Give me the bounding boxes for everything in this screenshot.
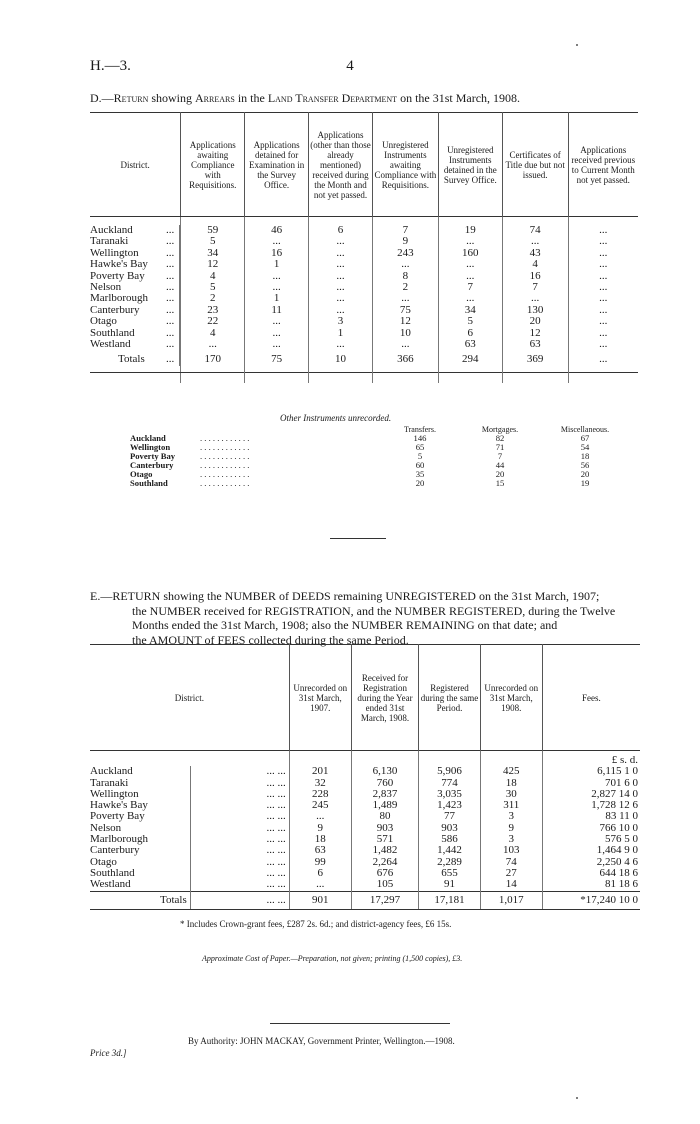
cell-previous: ... bbox=[599, 326, 608, 339]
cell-transfers: 5 bbox=[417, 451, 423, 461]
currency-header: £ s. d. bbox=[611, 754, 638, 766]
cell-certificates: 20 bbox=[502, 316, 568, 327]
cell-unreg-detained: 34 bbox=[438, 305, 502, 316]
total-unreg-awaiting: 366 bbox=[372, 350, 438, 365]
cell-unreg-awaiting: 9 bbox=[372, 236, 438, 247]
cell-awaiting: 5 bbox=[181, 236, 245, 247]
col-unreg-detained: Unregistered Instruments detained in the Survey Office. bbox=[438, 113, 502, 217]
district-name: Westland bbox=[90, 339, 180, 350]
cell-awaiting: 34 bbox=[181, 248, 245, 259]
cell-other-apps: ... bbox=[309, 293, 373, 304]
col-certificates: Certificates of Title due but not issued. bbox=[502, 113, 568, 217]
col-mortgages: Mortgages. bbox=[481, 425, 519, 434]
cell-awaiting: 23 bbox=[181, 305, 245, 316]
district-name: Southland bbox=[130, 478, 168, 488]
cell-unrecorded-1908: 14 bbox=[480, 879, 542, 891]
col-transfers: Transfers. bbox=[404, 425, 436, 434]
total-awaiting: 170 bbox=[181, 350, 245, 365]
cell-unrecorded-1908: 30 bbox=[480, 789, 542, 800]
other-instruments-title: Other Instruments unrecorded. bbox=[280, 413, 392, 423]
leader-cell bbox=[166, 246, 181, 259]
leader-cell bbox=[166, 281, 181, 294]
district-name: Hawke's Bay bbox=[90, 800, 190, 811]
dot-leader: ... bbox=[166, 224, 175, 236]
district-name: Poverty Bay bbox=[130, 451, 176, 461]
cell-unrecorded-1907: ... bbox=[289, 811, 351, 822]
cell-unrecorded-1907: 63 bbox=[289, 845, 351, 856]
other-instruments-table bbox=[130, 425, 630, 488]
table-row bbox=[90, 766, 640, 777]
cell-mortgages: 82 bbox=[495, 433, 505, 443]
dot-leader: ... ... bbox=[190, 834, 289, 845]
cell-previous: ... bbox=[599, 315, 608, 328]
cell-unreg-detained: 7 bbox=[438, 282, 502, 293]
caption-line: the NUMBER received for REGISTRATION, and the NUMBER REGISTERED, during the Twelve bbox=[132, 603, 616, 618]
cell-detained: ... bbox=[245, 271, 309, 282]
cell-other-apps: 1 bbox=[309, 328, 373, 339]
cell-received: 80 bbox=[351, 811, 418, 822]
col-unrecorded-1907: Unrecorded on 31st March, 1907. bbox=[289, 645, 351, 751]
cell-unreg-detained: 63 bbox=[438, 339, 502, 350]
cell-registered: 655 bbox=[419, 868, 481, 879]
cell-certificates: 4 bbox=[502, 259, 568, 270]
cell-fees: 81 18 6 bbox=[605, 878, 638, 891]
cell-unreg-detained: 5 bbox=[438, 316, 502, 327]
district-name: Wellington bbox=[130, 442, 171, 452]
cell-certificates: 43 bbox=[502, 248, 568, 259]
cell-unreg-detained: ... bbox=[438, 259, 502, 270]
district-name: Wellington bbox=[90, 789, 190, 800]
col-district: District. bbox=[90, 113, 181, 217]
table-row bbox=[90, 316, 638, 327]
total-unrecorded-1907: 901 bbox=[289, 891, 351, 909]
caption-line: Months ended the 31st March, 1908; also the NUMBER REMAINING on that date; and bbox=[132, 618, 558, 632]
dot-leader: ... ... bbox=[190, 789, 289, 800]
dot-leader: ... ... bbox=[190, 778, 289, 789]
cell-registered: 903 bbox=[419, 823, 481, 834]
district-name: Hawke's Bay bbox=[90, 259, 180, 270]
cell-detained: 11 bbox=[245, 305, 309, 316]
cell-unrecorded-1908: 27 bbox=[480, 868, 542, 879]
table-row bbox=[90, 339, 638, 350]
cell-miscellaneous: 20 bbox=[580, 469, 590, 479]
cell-fees: 1,464 9 0 bbox=[596, 844, 638, 857]
cell-fees: 766 10 0 bbox=[599, 821, 638, 834]
totals-label: Totals bbox=[90, 891, 190, 909]
cell-unreg-detained: 6 bbox=[438, 328, 502, 339]
leader-cell bbox=[166, 269, 181, 282]
leader-cell bbox=[166, 303, 181, 316]
cell-received: 903 bbox=[351, 823, 418, 834]
dot-leader: ... bbox=[166, 269, 175, 282]
cell-awaiting: 59 bbox=[181, 225, 245, 236]
total-other-apps: 10 bbox=[309, 350, 373, 365]
total-certificates: 369 bbox=[502, 350, 568, 365]
cell-registered: 1,442 bbox=[419, 845, 481, 856]
cell-previous: ... bbox=[599, 258, 608, 271]
cell-other-apps: ... bbox=[309, 236, 373, 247]
cell-miscellaneous: 56 bbox=[580, 460, 590, 470]
dot-leader: ... bbox=[166, 246, 175, 259]
totals-row bbox=[90, 350, 638, 365]
col-awaiting: Applications awaiting Compliance with Requisitions. bbox=[181, 113, 245, 217]
cell-transfers: 65 bbox=[415, 442, 425, 452]
dot-leader: ... ... bbox=[190, 857, 289, 868]
district-name: Auckland bbox=[90, 225, 180, 236]
table-row bbox=[90, 845, 640, 856]
dot-leader: ... bbox=[166, 353, 175, 366]
cell-transfers: 35 bbox=[415, 469, 425, 479]
leader-cell bbox=[166, 235, 181, 248]
cell-detained: 1 bbox=[245, 293, 309, 304]
leader-cell bbox=[166, 224, 181, 236]
fees-footnote: * Includes Crown-grant fees, £287 2s. 6d.; and district-agency fees, £6 15s. bbox=[180, 919, 452, 929]
dot-leader: . . . . . . . . . . . . bbox=[200, 478, 250, 488]
table-row bbox=[90, 879, 640, 891]
cell-unreg-awaiting: 10 bbox=[372, 328, 438, 339]
document-reference: H.—3. bbox=[90, 58, 131, 74]
leader-cell bbox=[166, 258, 181, 271]
district-name: Auckland bbox=[130, 433, 166, 443]
district-name: Otago bbox=[90, 857, 190, 868]
cell-detained: ... bbox=[245, 236, 309, 247]
col-detained: Applications detained for Examination in the Survey Office. bbox=[245, 113, 309, 217]
cell-mortgages: 15 bbox=[495, 478, 505, 488]
total-unreg-detained: 294 bbox=[438, 350, 502, 365]
cell-unrecorded-1907: 32 bbox=[289, 778, 351, 789]
cell-mortgages: 20 bbox=[495, 469, 505, 479]
cell-unrecorded-1908: 425 bbox=[480, 766, 542, 777]
cell-other-apps: ... bbox=[309, 259, 373, 270]
cell-mortgages: 71 bbox=[495, 442, 505, 452]
leader-cell bbox=[166, 338, 181, 351]
cell-previous: ... bbox=[599, 269, 608, 282]
total-unrecorded-1908: 1,017 bbox=[480, 891, 542, 909]
cell-miscellaneous: 19 bbox=[580, 478, 590, 488]
cell-detained: 46 bbox=[245, 225, 309, 236]
totals-label: Totals bbox=[90, 350, 180, 365]
cell-awaiting: 4 bbox=[181, 328, 245, 339]
district-name: Poverty Bay bbox=[90, 271, 180, 282]
cell-received: 760 bbox=[351, 778, 418, 789]
cell-certificates: 74 bbox=[502, 225, 568, 236]
leader-cell bbox=[166, 292, 181, 305]
leader-cell bbox=[166, 326, 181, 339]
cell-detained: 16 bbox=[245, 248, 309, 259]
dot-leader: ... bbox=[166, 292, 175, 305]
cell-unreg-awaiting: ... bbox=[372, 259, 438, 270]
total-received: 17,297 bbox=[351, 891, 418, 909]
cell-unrecorded-1908: 103 bbox=[480, 845, 542, 856]
page-number: 4 bbox=[346, 58, 354, 74]
cell-previous: ... bbox=[599, 292, 608, 305]
district-name: Auckland bbox=[90, 766, 190, 777]
cell-fees: 1,728 12 6 bbox=[591, 799, 638, 812]
cell-certificates: ... bbox=[502, 236, 568, 247]
cell-miscellaneous: 18 bbox=[580, 451, 590, 461]
cell-transfers: 60 bbox=[415, 460, 425, 470]
col-other-apps: Applications (other than those already mentioned) received during the Month and not yet passed. bbox=[309, 113, 373, 217]
district-name: Canterbury bbox=[90, 305, 180, 316]
cell-detained: ... bbox=[245, 316, 309, 327]
cell-unrecorded-1907: 18 bbox=[289, 834, 351, 845]
cell-received: 571 bbox=[351, 834, 418, 845]
col-miscellaneous: Miscellaneous. bbox=[560, 425, 610, 434]
cell-registered: 1,423 bbox=[419, 800, 481, 811]
cell-awaiting: 4 bbox=[181, 271, 245, 282]
cell-fees: 2,827 14 0 bbox=[591, 787, 638, 800]
cell-other-apps: ... bbox=[309, 282, 373, 293]
section-e-caption bbox=[90, 589, 638, 647]
cell-detained: ... bbox=[245, 339, 309, 350]
table-row bbox=[90, 823, 640, 834]
leader-cell bbox=[166, 350, 181, 366]
cell-previous: ... bbox=[599, 235, 608, 248]
caption-word-arrears: Arrears bbox=[195, 91, 235, 105]
cell-previous: ... bbox=[599, 303, 608, 316]
table-row bbox=[130, 479, 630, 488]
caption-text: in the bbox=[234, 91, 268, 105]
approximate-cost: Approximate Cost of Paper.—Preparation, not given; printing (1,500 copies), £3. bbox=[202, 954, 463, 963]
cell-received: 2,837 bbox=[351, 789, 418, 800]
caption-line: E.—RETURN showing the NUMBER of DEEDS remaining UNREGISTERED on the 31st March, 1907; bbox=[90, 589, 600, 603]
cell-awaiting: 2 bbox=[181, 293, 245, 304]
cell-unreg-awaiting: 12 bbox=[372, 316, 438, 327]
dot-leader: ... bbox=[166, 326, 175, 339]
col-unrecorded-1908: Unrecorded on 31st March, 1908. bbox=[480, 645, 542, 751]
cell-received: 676 bbox=[351, 868, 418, 879]
cell-registered: 5,906 bbox=[419, 766, 481, 777]
cell-unrecorded-1907: 228 bbox=[289, 789, 351, 800]
cell-received: 6,130 bbox=[351, 766, 418, 777]
cell-certificates: 7 bbox=[502, 282, 568, 293]
district-name: Taranaki bbox=[90, 236, 180, 247]
district-name: Westland bbox=[90, 879, 190, 891]
authority-rule bbox=[270, 1023, 450, 1024]
cell-received: 1,489 bbox=[351, 800, 418, 811]
cell-unrecorded-1908: 9 bbox=[480, 823, 542, 834]
caption-text: on the 31st March, 1908. bbox=[397, 91, 521, 105]
dot-leader: ... bbox=[166, 338, 175, 351]
cell-unreg-awaiting: 75 bbox=[372, 305, 438, 316]
dot-leader: . . . . . . . . . . . . bbox=[200, 460, 250, 470]
dot-leader: . . . . . . . . . . . . bbox=[200, 433, 250, 443]
printer-authority: By Authority: JOHN MACKAY, Government Printer, Wellington.—1908. bbox=[188, 1036, 455, 1046]
table-row bbox=[90, 834, 640, 845]
cell-fees: 701 6 0 bbox=[605, 776, 638, 789]
caption-text: showing bbox=[148, 91, 196, 105]
cell-previous: ... bbox=[599, 338, 608, 351]
cell-registered: 586 bbox=[419, 834, 481, 845]
cell-fees: 2,250 4 6 bbox=[596, 855, 638, 868]
district-name: Marlborough bbox=[90, 293, 180, 304]
cell-registered: 91 bbox=[419, 879, 481, 891]
caption-word-department: Land Transfer Department bbox=[267, 91, 398, 105]
district-name: Southland bbox=[90, 328, 180, 339]
total-previous: ... bbox=[599, 353, 608, 366]
cell-unreg-detained: ... bbox=[438, 271, 502, 282]
cell-detained: 1 bbox=[245, 259, 309, 270]
col-registered: Registered during the same Period. bbox=[419, 645, 481, 751]
caption-prefix: D.— bbox=[90, 91, 114, 105]
dot-leader: ... ... bbox=[190, 766, 289, 777]
district-name: Southland bbox=[90, 868, 190, 879]
cell-other-apps: 6 bbox=[309, 225, 373, 236]
cell-unreg-detained: 160 bbox=[438, 248, 502, 259]
cell-unreg-detained: 19 bbox=[438, 225, 502, 236]
caption-line: the AMOUNT of FEES collected during the same Period. bbox=[132, 632, 409, 647]
dot-leader: ... ... bbox=[190, 891, 289, 909]
district-name: Poverty Bay bbox=[90, 811, 190, 822]
cell-other-apps: ... bbox=[309, 271, 373, 282]
district-name: Wellington bbox=[90, 248, 180, 259]
cell-other-apps: ... bbox=[309, 339, 373, 350]
cell-unrecorded-1907: 9 bbox=[289, 823, 351, 834]
cell-fees: 83 11 0 bbox=[605, 810, 638, 823]
cell-mortgages: 44 bbox=[495, 460, 505, 470]
district-name: Nelson bbox=[90, 823, 190, 834]
district-name: Taranaki bbox=[90, 778, 190, 789]
cell-unreg-awaiting: 2 bbox=[372, 282, 438, 293]
cell-certificates: 130 bbox=[502, 305, 568, 316]
district-name: Otago bbox=[130, 469, 153, 479]
cell-unreg-detained: ... bbox=[438, 236, 502, 247]
cell-unreg-awaiting: 8 bbox=[372, 271, 438, 282]
cell-unreg-awaiting: 7 bbox=[372, 225, 438, 236]
dot-leader: ... ... bbox=[190, 811, 289, 822]
dot-leader: ... ... bbox=[190, 845, 289, 856]
cell-registered: 3,035 bbox=[419, 789, 481, 800]
cell-mortgages: 7 bbox=[497, 451, 503, 461]
cell-unrecorded-1908: 3 bbox=[480, 811, 542, 822]
district-name: Nelson bbox=[90, 282, 180, 293]
cell-registered: 77 bbox=[419, 811, 481, 822]
cell-other-apps: ... bbox=[309, 305, 373, 316]
price: Price 3d.] bbox=[90, 1048, 127, 1058]
totals-row bbox=[90, 891, 640, 909]
total-fees: *17,240 10 0 bbox=[542, 891, 640, 909]
total-detained: 75 bbox=[245, 350, 309, 365]
col-received: Received for Registration during the Year ended 31st March, 1908. bbox=[351, 645, 418, 751]
cell-certificates: 16 bbox=[502, 271, 568, 282]
cell-miscellaneous: 67 bbox=[580, 433, 590, 443]
district-name: Canterbury bbox=[90, 845, 190, 856]
cell-unrecorded-1907: 6 bbox=[289, 868, 351, 879]
cell-unrecorded-1907: 245 bbox=[289, 800, 351, 811]
dot-leader: ... bbox=[166, 315, 175, 328]
cell-unrecorded-1908: 311 bbox=[480, 800, 542, 811]
caption-word-return: Return bbox=[113, 91, 149, 105]
col-district: District. bbox=[90, 645, 289, 751]
cell-received: 2,264 bbox=[351, 857, 418, 868]
table-row bbox=[90, 778, 640, 789]
dot-leader: ... ... bbox=[190, 823, 289, 834]
cell-previous: ... bbox=[599, 224, 608, 236]
scan-speck bbox=[576, 1097, 578, 1099]
col-previous: Applications received previous to Current Month not yet passed. bbox=[571, 144, 636, 185]
dot-leader: ... bbox=[166, 235, 175, 248]
cell-certificates: ... bbox=[502, 293, 568, 304]
cell-awaiting: 22 bbox=[181, 316, 245, 327]
district-name: Otago bbox=[90, 316, 180, 327]
cell-previous: ... bbox=[599, 281, 608, 294]
cell-certificates: 12 bbox=[502, 328, 568, 339]
cell-fees: 6,115 1 0 bbox=[597, 765, 638, 778]
deeds-table bbox=[90, 644, 640, 910]
cell-miscellaneous: 54 bbox=[580, 442, 590, 452]
dot-leader: ... ... bbox=[190, 879, 289, 891]
cell-unrecorded-1907: ... bbox=[289, 879, 351, 891]
cell-transfers: 20 bbox=[415, 478, 425, 488]
cell-unrecorded-1908: 3 bbox=[480, 834, 542, 845]
cell-detained: ... bbox=[245, 328, 309, 339]
cell-received: 105 bbox=[351, 879, 418, 891]
dot-leader: ... bbox=[166, 258, 175, 271]
cell-registered: 2,289 bbox=[419, 857, 481, 868]
cell-other-apps: 3 bbox=[309, 316, 373, 327]
cell-unreg-detained: ... bbox=[438, 293, 502, 304]
scan-speck bbox=[576, 44, 578, 46]
cell-awaiting: 12 bbox=[181, 259, 245, 270]
cell-unreg-awaiting: ... bbox=[372, 339, 438, 350]
dot-leader: ... ... bbox=[190, 868, 289, 879]
cell-previous: ... bbox=[599, 246, 608, 259]
total-registered: 17,181 bbox=[419, 891, 481, 909]
cell-unrecorded-1908: 18 bbox=[480, 778, 542, 789]
arrears-table bbox=[90, 112, 638, 383]
cell-other-apps: ... bbox=[309, 248, 373, 259]
district-name: Canterbury bbox=[130, 460, 174, 470]
table-row bbox=[90, 800, 640, 811]
cell-unrecorded-1907: 99 bbox=[289, 857, 351, 868]
dot-leader: ... bbox=[166, 303, 175, 316]
cell-unrecorded-1907: 201 bbox=[289, 766, 351, 777]
dot-leader: ... ... bbox=[190, 800, 289, 811]
cell-awaiting: ... bbox=[181, 339, 245, 350]
cell-fees: 644 18 6 bbox=[599, 866, 638, 879]
dot-leader: . . . . . . . . . . . . bbox=[200, 451, 250, 461]
table-row bbox=[90, 857, 640, 868]
cell-awaiting: 5 bbox=[181, 282, 245, 293]
dot-leader: . . . . . . . . . . . . bbox=[200, 442, 250, 452]
table-row bbox=[90, 811, 640, 822]
section-separator bbox=[330, 538, 386, 539]
cell-certificates: 63 bbox=[502, 339, 568, 350]
col-fees: Fees. bbox=[581, 692, 601, 703]
col-unreg-awaiting: Unregistered Instruments awaiting Compliance with Requisitions. bbox=[372, 113, 438, 217]
leader-cell bbox=[166, 315, 181, 328]
cell-received: 1,482 bbox=[351, 845, 418, 856]
cell-unreg-awaiting: 243 bbox=[372, 248, 438, 259]
cell-registered: 774 bbox=[419, 778, 481, 789]
table-row bbox=[90, 789, 640, 800]
dot-leader: . . . . . . . . . . . . bbox=[200, 469, 250, 479]
table-row bbox=[90, 259, 638, 270]
cell-unrecorded-1908: 74 bbox=[480, 857, 542, 868]
cell-unreg-awaiting: ... bbox=[372, 293, 438, 304]
table-row bbox=[90, 868, 640, 879]
cell-transfers: 146 bbox=[413, 433, 427, 443]
cell-fees: 576 5 0 bbox=[605, 833, 638, 846]
section-d-caption bbox=[90, 91, 638, 105]
cell-detained: ... bbox=[245, 282, 309, 293]
district-name: Marlborough bbox=[90, 834, 190, 845]
dot-leader: ... bbox=[166, 281, 175, 294]
